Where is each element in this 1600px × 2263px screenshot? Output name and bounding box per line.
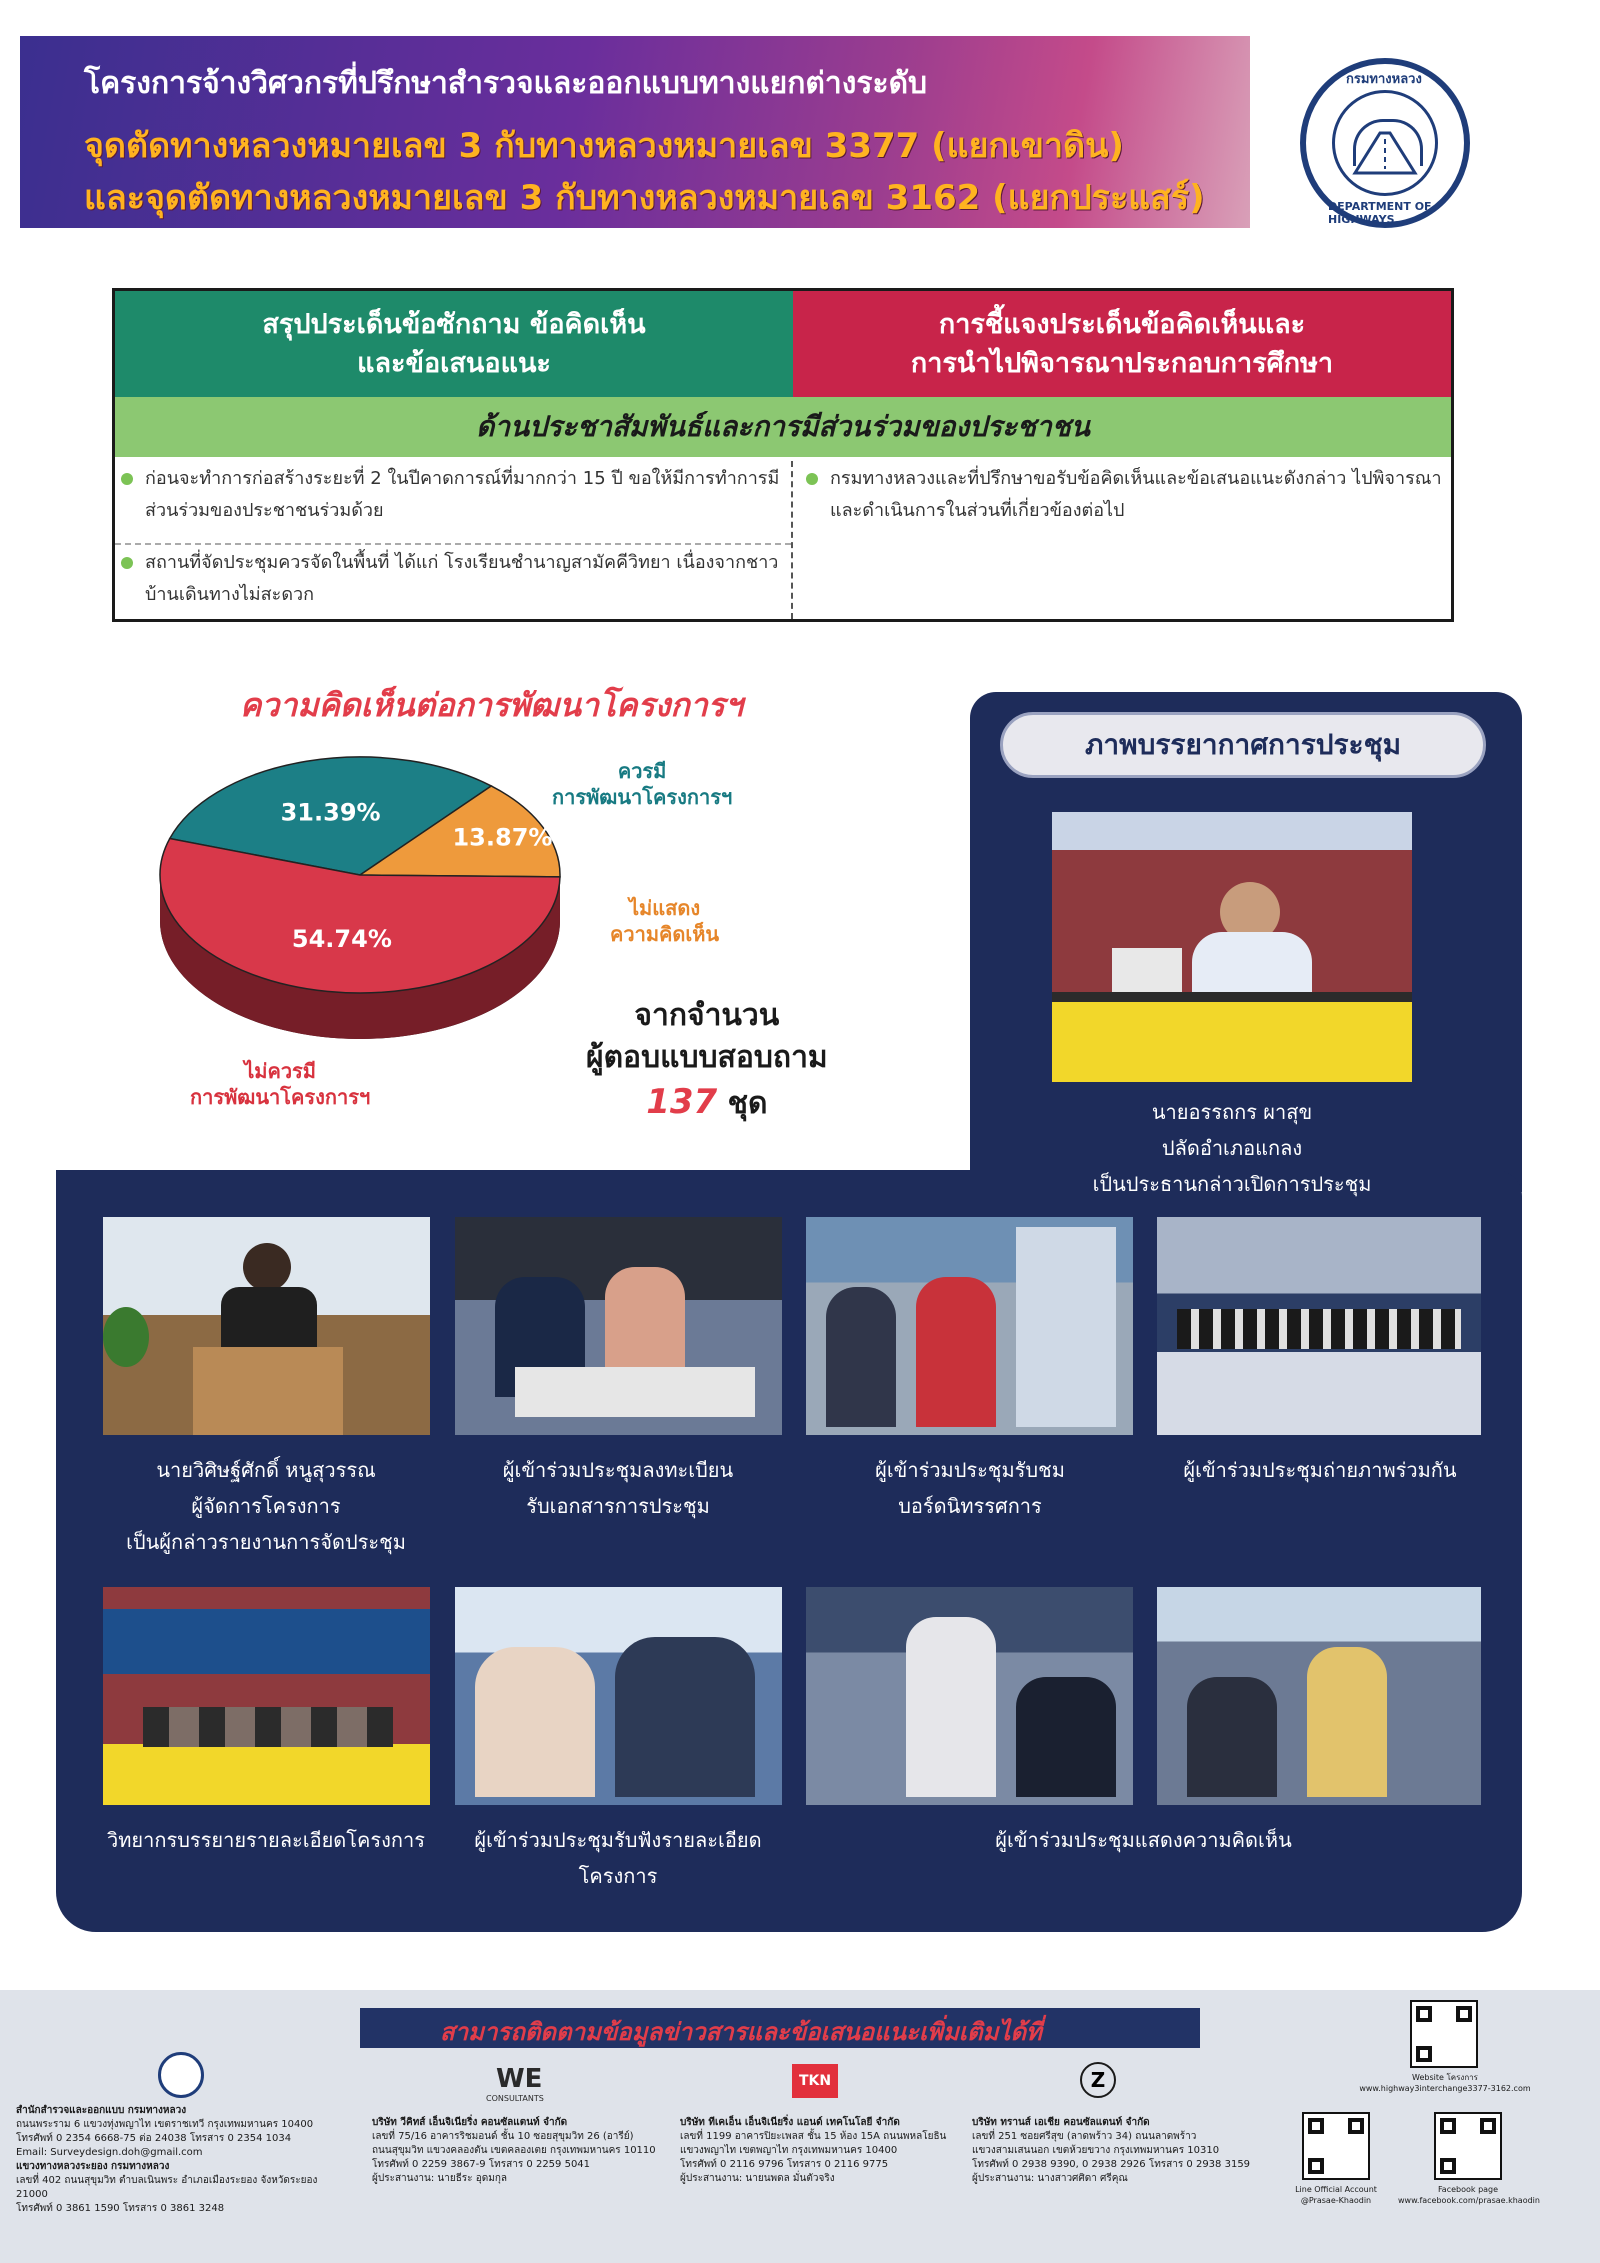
- pie-chart: [150, 745, 610, 1065]
- photo-audience-comment-2: [1157, 1587, 1481, 1805]
- slice-label-shouldnot-line2: การพัฒนาโครงการฯ: [190, 1085, 371, 1109]
- footer-text: เลขที่ 1199 อาคารปิยะเพลส ชั้น 15 ห้อง 15A ถนนพหลโยธิน: [680, 2131, 947, 2142]
- caption-line: เป็นประธานกล่าวเปิดการประชุม: [1092, 1172, 1372, 1196]
- caption-registration: [448, 1452, 788, 1524]
- chart-title: ความคิดเห็นต่อการพัฒนาโครงการฯ: [240, 686, 743, 724]
- footer-text: ผู้ประสานงาน: นายธีระ อุดมกุล: [372, 2173, 507, 2184]
- caption-line: บอร์ดนิทรรศการ: [898, 1494, 1042, 1518]
- qr-line-label: [1266, 2184, 1406, 2206]
- footer-text: Website โครงการ: [1412, 2073, 1478, 2082]
- footer-text: Email: Surveydesign.doh@gmail.com: [16, 2147, 203, 2158]
- photo-audience-comment-1: [806, 1587, 1133, 1805]
- footer-text: แขวงทางหลวงระยอง กรมทางหลวง: [16, 2161, 170, 2172]
- column-divider: [791, 461, 793, 619]
- caption-audience-comment: [806, 1822, 1481, 1858]
- footer-we-contact: [372, 2116, 682, 2186]
- footer-text: สำนักสำรวจและออกแบบ กรมทางหลวง: [16, 2105, 187, 2116]
- comments-table: [112, 288, 1454, 622]
- footer-text: ถนนพระราม 6 แขวงทุ่งพญาไท เขตราชเทวี กรุงเทพมหานคร 10400: [16, 2119, 314, 2130]
- footer-text: โทรศัพท์ 0 2354 6668-75 ต่อ 24038 โทรสาร 0 2354 1034: [16, 2133, 292, 2144]
- respondents-unit: ชุด: [727, 1086, 768, 1121]
- respondents-line2: ผู้ตอบแบบสอบถาม: [586, 1040, 828, 1075]
- footer-text: เลขที่ 75/16 อาคารริชมอนด์ ชั้น 10 ซอยสุขุมวิท 26 (อารีย์): [372, 2131, 634, 2142]
- doh-small-logo: [158, 2052, 204, 2098]
- caption-exhibition: [800, 1452, 1140, 1524]
- pie-value-label: 54.74%: [291, 925, 392, 954]
- header-banner: [20, 36, 1250, 228]
- footer-trans-asia-contact: [972, 2116, 1262, 2186]
- footer-text: โทรศัพท์ 0 2259 3867-9 โทรสาร 0 2259 5041: [372, 2159, 591, 2170]
- slice-label-noop-line1: ไม่แสดง: [629, 896, 701, 920]
- we-consultants-logo-sub: CONSULTANTS: [486, 2094, 544, 2103]
- footer-doh-contact: [16, 2104, 346, 2216]
- photo-audience-listening: [455, 1587, 782, 1805]
- response-item: กรมทางหลวงและที่ปรึกษาขอรับข้อคิดเห็นและข้อเสนอแนะดังกล่าว ไปพิจารณา และดำเนินการในส่วนที่เกี่ยวข้องต่อไป: [800, 463, 1470, 527]
- footer-title: สามารถติดตามข้อมูลข่าวสารและข้อเสนอแนะเพิ่มเติมได้ที่: [440, 2018, 1042, 2046]
- footer-text: เลขที่ 251 ซอยศรีสุข (ลาดพร้าว 34) ถนนลาดพร้าว: [972, 2131, 1197, 2142]
- footer-text: เลขที่ 402 ถนนสุขุมวิท ตำบลเนินพระ อำเภอเมืองระยอง จังหวัดระยอง 21000: [16, 2175, 318, 2200]
- respondents-note: [586, 995, 828, 1127]
- footer-text: ผู้ประสานงาน: นางสาวศศิดา ศรีคุณ: [972, 2173, 1128, 2184]
- caption-line: ปลัดอำเภอแกลง: [1161, 1136, 1303, 1160]
- table-subheader: ด้านประชาสัมพันธ์และการมีส่วนร่วมของประชาชน: [115, 397, 1451, 457]
- footer-text: ถนนสุขุมวิท แขวงคลองตัน เขตคลองเตย กรุงเทพมหานคร 10110: [372, 2145, 656, 2156]
- footer-tkn-contact: [680, 2116, 970, 2186]
- tkn-logo: TKN: [792, 2064, 838, 2098]
- slice-label-no-opinion: [610, 895, 719, 947]
- footer-text: โทรศัพท์ 0 2938 9390, 0 2938 2926 โทรสาร 0 2938 3159: [972, 2159, 1251, 2170]
- pie-value-label: 13.87%: [452, 823, 553, 852]
- table-header-left-line2: และข้อเสนอแนะ: [357, 348, 551, 379]
- header-line-1: โครงการจ้างวิศวกรที่ปรึกษาสำรวจและออกแบบทางแยกต่างระดับ: [84, 66, 928, 101]
- footer-text: ผู้ประสานงาน: นายนพดล มั่นตัวจริง: [680, 2173, 835, 2184]
- footer-text: บริษัท วีคิทส์ เอ็นจิเนียริ่ง คอนซัลแตนท์ จำกัด: [372, 2117, 568, 2128]
- footer-text: โทรศัพท์ 0 3861 1590 โทรสาร 0 3861 3248: [16, 2203, 225, 2214]
- caption-line: ผู้เข้าร่วมประชุมลงทะเบียน: [502, 1458, 734, 1482]
- caption-line: ผู้เข้าร่วมประชุมถ่ายภาพร่วมกัน: [1183, 1458, 1457, 1482]
- footer-text: Line Official Account: [1295, 2185, 1377, 2194]
- comment-item: ก่อนจะทำการก่อสร้างระยะที่ 2 ในปีคาดการณ์ที่มากกว่า 15 ปี ขอให้มีการทำการมีส่วนร่วมของประชาชนร่วมด้วย: [115, 463, 785, 543]
- photo-project-manager: [103, 1217, 430, 1435]
- photo-speakers: [103, 1587, 430, 1805]
- table-header-response: [793, 291, 1451, 397]
- caption-line: ผู้เข้าร่วมประชุมรับฟังรายละเอียด: [474, 1828, 762, 1852]
- photo-group: [1157, 1217, 1481, 1435]
- footer-text: www.facebook.com/prasae.khaodin: [1398, 2196, 1540, 2205]
- footer-text: Facebook page: [1437, 2185, 1499, 2194]
- footer-text: แขวงพญาไท เขตพญาไท กรุงเทพมหานคร 10400: [680, 2145, 898, 2156]
- caption-group: [1150, 1452, 1490, 1488]
- main-photo-caption: [1052, 1094, 1412, 1202]
- footer-text: แขวงสามเสนนอก เขตห้วยขวาง กรุงเทพมหานคร 10310: [972, 2145, 1220, 2156]
- slice-label-noop-line2: ความคิดเห็น: [610, 922, 720, 946]
- table-header-comments: [115, 291, 793, 397]
- table-header-right-line1: การชี้แจงประเด็นข้อคิดเห็นและ: [938, 308, 1306, 340]
- qr-facebook[interactable]: [1434, 2112, 1502, 2180]
- photo-exhibition: [806, 1217, 1133, 1435]
- caption-line: นายอรรถกร ผาสุข: [1151, 1100, 1313, 1124]
- qr-website[interactable]: [1410, 2000, 1478, 2068]
- qr-line[interactable]: [1302, 2112, 1370, 2180]
- caption-speakers: [96, 1822, 436, 1858]
- table-header-right-line2: การนำไปพิจารณาประกอบการศึกษา: [910, 348, 1334, 379]
- respondents-line1: จากจำนวน: [634, 998, 780, 1033]
- slice-label-should-not: [190, 1058, 370, 1110]
- footer-text: บริษัท ทรานส์ เอเชีย คอนซัลแตนท์ จำกัด: [972, 2117, 1150, 2128]
- footer-text: www.highway3interchange3377-3162.com: [1359, 2084, 1531, 2093]
- slice-label-should-line2: การพัฒนาโครงการฯ: [552, 785, 733, 809]
- caption-line: ผู้เข้าร่วมประชุมรับชม: [875, 1458, 1065, 1482]
- department-of-highways-logo: [1300, 58, 1470, 228]
- photo-registration: [455, 1217, 782, 1435]
- qr-facebook-label: [1398, 2184, 1538, 2206]
- caption-line: เป็นผู้กล่าวรายงานการจัดประชุม: [126, 1530, 406, 1554]
- gallery-title: ภาพบรรยากาศการประชุม: [1000, 712, 1486, 778]
- slice-label-should: [552, 758, 732, 810]
- caption-audience-listening: [448, 1822, 788, 1894]
- footer-text: โทรศัพท์ 0 2116 9796 โทรสาร 0 2116 9775: [680, 2159, 889, 2170]
- caption-line: โครงการ: [578, 1864, 658, 1888]
- caption-line: รับเอกสารการประชุม: [526, 1494, 710, 1518]
- qr-website-label: [1330, 2072, 1560, 2094]
- slice-label-should-line1: ควรมี: [617, 759, 667, 783]
- caption-line: วิทยากรบรรยายรายละเอียดโครงการ: [106, 1828, 426, 1852]
- header-line-3: และจุดตัดทางหลวงหมายเลข 3 กับทางหลวงหมายเลข 3162 (แยกประแสร์): [84, 178, 1205, 218]
- caption-line: ผู้จัดการโครงการ: [191, 1494, 341, 1518]
- caption-line: ผู้เข้าร่วมประชุมแสดงความคิดเห็น: [995, 1828, 1292, 1852]
- road-icon: [1335, 93, 1435, 193]
- logo-emblem: [1332, 90, 1438, 196]
- trans-asia-logo: Z: [1080, 2062, 1116, 2098]
- logo-text-bottom: DEPARTMENT OF HIGHWAYS: [1328, 200, 1432, 226]
- photo-chairman: [1052, 812, 1412, 1082]
- respondents-count: 137: [646, 1082, 718, 1122]
- header-line-2: จุดตัดทางหลวงหมายเลข 3 กับทางหลวงหมายเลข 3377 (แยกเขาดิน): [84, 126, 1124, 166]
- row-divider: [115, 543, 791, 545]
- footer-text: @Prasae-Khaodin: [1300, 2196, 1372, 2205]
- we-consultants-logo: WE: [496, 2064, 543, 2094]
- pie-value-label: 31.39%: [280, 798, 381, 827]
- logo-text-top: กรมทางหลวง: [1346, 72, 1422, 87]
- slice-label-shouldnot-line1: ไม่ควรมี: [244, 1059, 316, 1083]
- comment-item: สถานที่จัดประชุมควรจัดในพื้นที่ ได้แก่ โรงเรียนชำนาญสามัคคีวิทยา เนื่องจากชาวบ้านเดินทางไม่สะดวก: [115, 547, 785, 619]
- table-header-left-line1: สรุปประเด็นข้อซักถาม ข้อคิดเห็น: [262, 308, 646, 340]
- footer-text: บริษัท ทีเคเอ็น เอ็นจิเนียริ่ง แอนด์ เทคโนโลยี จำกัด: [680, 2117, 900, 2128]
- caption-project-manager: [96, 1452, 436, 1560]
- caption-line: นายวิศิษฐ์ศักดิ์ หนูสุวรรณ: [156, 1458, 376, 1482]
